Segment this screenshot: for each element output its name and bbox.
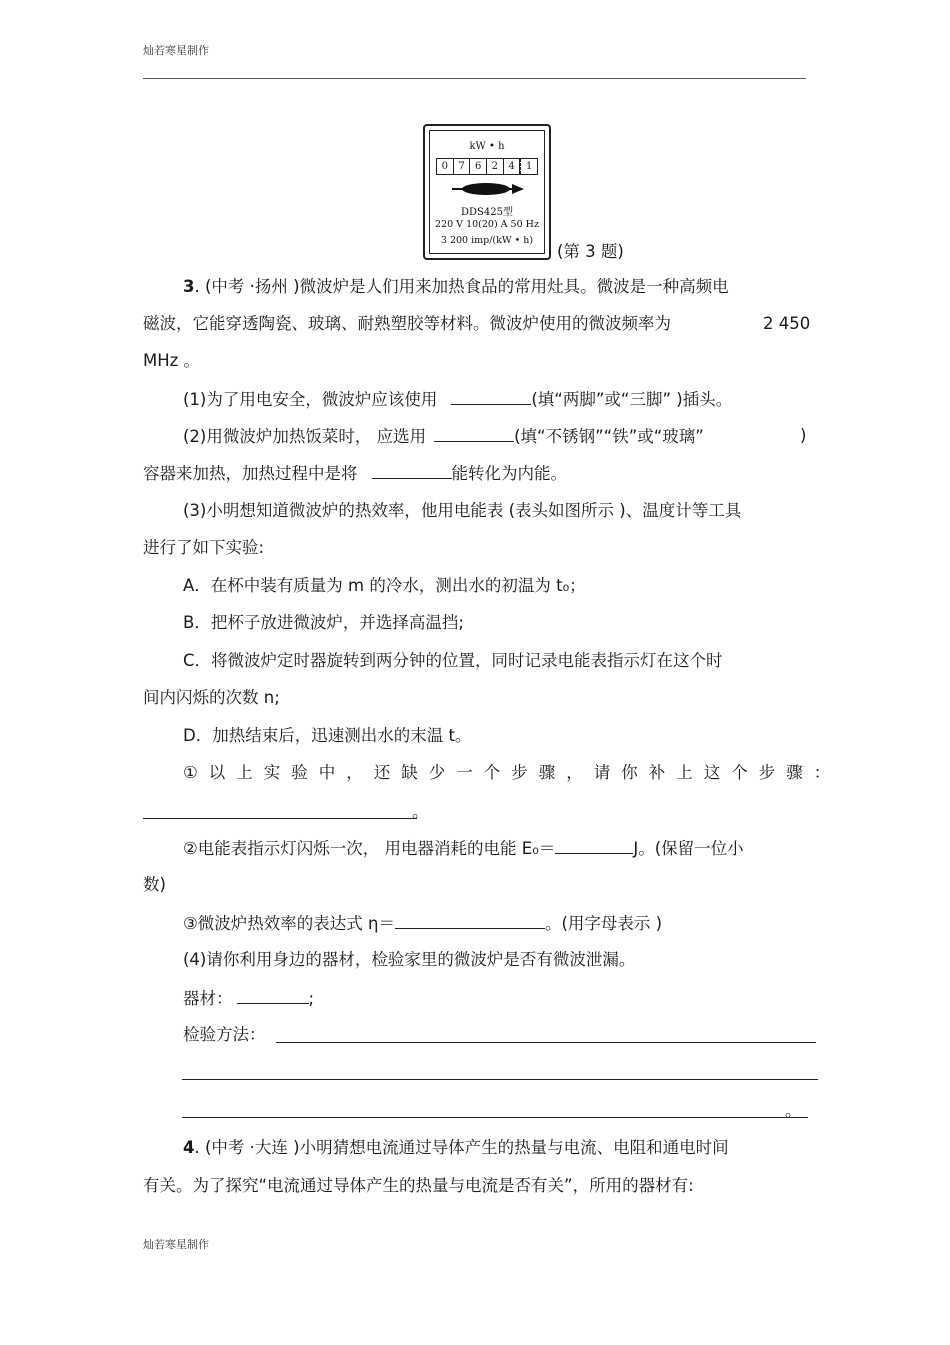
q3-part2-line2: 容器来加热，加热过程中是将 能转化为内能。	[143, 464, 567, 483]
step-c-line1: C．将微波炉定时器旋转到两分钟的位置，同时记录电能表指示灯在这个时	[183, 651, 723, 670]
meter-digits	[436, 158, 538, 175]
q3-intro-line-2: 磁波，它能穿透陶瓷、玻璃、耐熟塑胶等材料。微波炉使用的微波频率为	[143, 314, 671, 333]
figure-caption: (第 3 题)	[557, 242, 624, 261]
sub-question-1: ①以上实验中，还缺少一个步骤，请你补上这个步骤：	[183, 763, 842, 782]
header-watermark: 灿若寒星制作	[143, 44, 209, 57]
meter-digit: 7	[454, 159, 471, 174]
answer-blank[interactable]	[395, 912, 545, 929]
meter-digit: 4	[504, 159, 521, 174]
q3-frequency: 2 450	[763, 314, 811, 333]
meter-face	[429, 130, 545, 254]
step-b: B．把杯子放进微波炉，并选择高温挡;	[183, 613, 464, 632]
answer-line[interactable]	[143, 818, 417, 819]
meter-digit: 0	[437, 159, 454, 174]
meter-unit: kW • h	[469, 141, 505, 152]
q3-intro-line-3: MHz 。	[143, 351, 201, 370]
q4-line-1: 4. (中考 ·大连 )小明猜想电流通过导体产生的热量与电流、电阻和通电时间	[183, 1138, 729, 1157]
q3-part4: (4)请你利用身边的器材，检验家里的微波炉是否有微波泄漏。	[183, 950, 636, 969]
answer-blank[interactable]	[372, 462, 452, 479]
step-d: D．加热结束后，迅速测出水的末温 t。	[183, 726, 472, 745]
footer-watermark: 灿若寒星制作	[143, 1238, 209, 1251]
method-label: 检验方法：	[183, 1025, 266, 1044]
sub-question-3: ③微波炉热效率的表达式 η＝ 。(用字母表示 )	[183, 914, 663, 933]
step-c-line2: 间内闪烁的次数 n;	[143, 688, 280, 707]
q4-number: 4	[183, 1138, 195, 1157]
method-end: 。	[785, 1101, 802, 1120]
rotor-disc-icon	[450, 181, 526, 197]
meter-model: DDS425型	[461, 207, 513, 218]
step-a: A．在杯中装有质量为 m 的冷水，测出水的初温为 t₀；	[183, 576, 586, 595]
sub-question-2: ②电能表指示灯闪烁一次， 用电器消耗的电能 E₀＝ J。(保留一位小	[183, 839, 744, 858]
answer-line[interactable]	[276, 1042, 816, 1043]
electric-meter-figure	[423, 124, 551, 260]
answer-blank[interactable]	[434, 425, 514, 442]
sub-question-2-end: 数)	[143, 875, 166, 894]
meter-constant: 3 200 imp/(kW • h)	[440, 235, 534, 246]
q3-part2: (2)用微波炉加热饭菜时， 应选用 (填“不锈钢”“铁”或“玻璃”	[183, 427, 704, 446]
q3-intro-line-1: 3. (中考 ·扬州 )微波炉是人们用来加热食品的常用灶具。微波是一种高频电	[183, 277, 729, 296]
answer-line[interactable]	[182, 1117, 808, 1118]
meter-digit: 2	[487, 159, 504, 174]
header-rule	[143, 78, 806, 79]
answer-blank[interactable]	[555, 837, 633, 854]
meter-spec: 220 V 10(20) A 50 Hz	[435, 219, 539, 230]
q3-part2-close-paren: )	[800, 426, 807, 445]
q3-number: 3	[183, 277, 195, 296]
q3-part3-line1: (3)小明想知道微波炉的热效率，他用电能表 (表头如图所示 )、温度计等工具	[183, 501, 742, 520]
q3-part1: (1)为了用电安全，微波炉应该使用 (填“两脚”或“三脚” )插头。	[183, 390, 733, 409]
answer-blank[interactable]	[451, 388, 531, 405]
meter-digit: 1	[520, 159, 537, 174]
meter-digit: 6	[470, 159, 487, 174]
q4-line-2: 有关。为了探究“电流通过导体产生的热量与电流是否有关”，所用的器材有:	[143, 1176, 694, 1195]
sub-question-1-end: 。	[412, 802, 429, 821]
equipment-line: 器材： ;	[183, 989, 315, 1008]
answer-blank[interactable]	[237, 987, 309, 1004]
q3-part3-line2: 进行了如下实验:	[143, 538, 265, 557]
answer-line[interactable]	[182, 1079, 818, 1080]
